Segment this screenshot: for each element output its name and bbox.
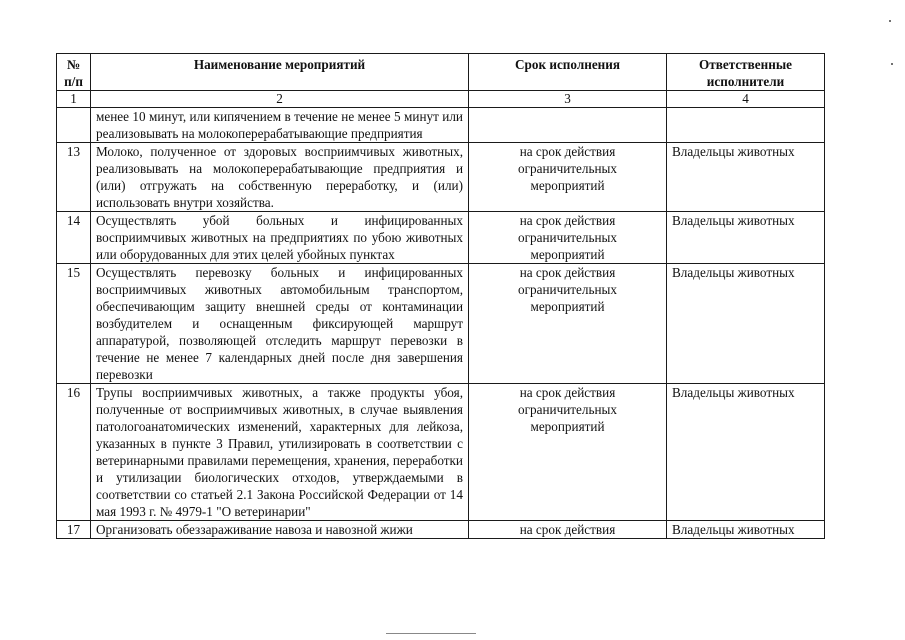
page-footer-rule	[386, 633, 476, 634]
index-cell: 1	[57, 91, 91, 108]
row-responsible	[667, 108, 825, 143]
scan-speck	[891, 63, 893, 65]
row-number: 14	[57, 212, 91, 264]
header-num: № п/п	[57, 54, 91, 91]
row-term	[469, 384, 667, 521]
table-row	[57, 143, 825, 212]
row-responsible: Владельцы животных	[667, 143, 825, 212]
term-line: ограничительных	[518, 230, 617, 245]
index-cell: 4	[667, 91, 825, 108]
index-cell: 2	[91, 91, 469, 108]
measures-table	[56, 53, 825, 539]
header-name: Наименование мероприятий	[91, 54, 469, 91]
table-row	[57, 108, 825, 143]
index-cell: 3	[469, 91, 667, 108]
term-line: мероприятий	[530, 419, 605, 434]
term-line: на срок действия	[519, 213, 616, 228]
row-measure: Осуществлять перевозку больных и инфицированных восприимчивых животных автомобильным транспортом, обеспечивающим защиту внешней среды от контаминации возбудителем и оснащенным фиксирующей маршрут аппаратурой, позволяющей отследить маршрут перевозки в течение не менее 7 календарных дней после дня завершения перевозки	[91, 264, 469, 384]
row-measure: менее 10 минут, или кипячением в течение не менее 5 минут или реализовывать на молокоперерабатывающие предприятия	[91, 108, 469, 143]
row-number	[57, 108, 91, 143]
row-term	[469, 143, 667, 212]
row-responsible: Владельцы животных	[667, 521, 825, 539]
header-term: Срок исполнения	[469, 54, 667, 91]
term-line: на срок действия	[519, 522, 616, 537]
row-number: 17	[57, 521, 91, 539]
term-line: на срок действия	[519, 265, 616, 280]
term-line: на срок действия	[519, 144, 616, 159]
table-row	[57, 212, 825, 264]
table-row	[57, 521, 825, 539]
term-line: ограничительных	[518, 402, 617, 417]
row-term	[469, 108, 667, 143]
row-measure: Организовать обеззараживание навоза и навозной жижи	[91, 521, 469, 539]
row-responsible: Владельцы животных	[667, 384, 825, 521]
row-number: 15	[57, 264, 91, 384]
row-number: 13	[57, 143, 91, 212]
row-responsible: Владельцы животных	[667, 212, 825, 264]
row-measure: Молоко, полученное от здоровых восприимчивых животных, реализовывать на молокоперерабатывающие предприятия и (или) отгружать на собственную переработку, и (или) использовать внутри хозяйства.	[91, 143, 469, 212]
term-line: мероприятий	[530, 299, 605, 314]
term-line: ограничительных	[518, 282, 617, 297]
row-number: 16	[57, 384, 91, 521]
header-resp: Ответственные исполнители	[667, 54, 825, 91]
table-row	[57, 264, 825, 384]
term-line: мероприятий	[530, 247, 605, 262]
row-term	[469, 264, 667, 384]
row-term	[469, 521, 667, 539]
column-index-row	[57, 91, 825, 108]
scan-speck	[889, 20, 891, 22]
table-header-row	[57, 54, 825, 91]
term-line: мероприятий	[530, 178, 605, 193]
row-measure: Осуществлять убой больных и инфицированных восприимчивых животных на предприятиях по убою животных или оборудованных для этих целей убойных пунктах	[91, 212, 469, 264]
row-measure: Трупы восприимчивых животных, а также продукты убоя, полученные от восприимчивых животных, в случае выявления патологоанатомических изменений, характерных для лейкоза, указанных в пункте 3 Правил, утилизировать в соответствии с ветеринарными правилами перемещения, хранения, переработки и утилизации биологических отходов, утверждаемыми в соответствии со статьей 2.1 Закона Российской Федерации от 14 мая 1993 г. № 4979-1 "О ветеринарии"	[91, 384, 469, 521]
term-line: ограничительных	[518, 161, 617, 176]
table-row	[57, 384, 825, 521]
row-responsible: Владельцы животных	[667, 264, 825, 384]
row-term	[469, 212, 667, 264]
term-line: на срок действия	[519, 385, 616, 400]
